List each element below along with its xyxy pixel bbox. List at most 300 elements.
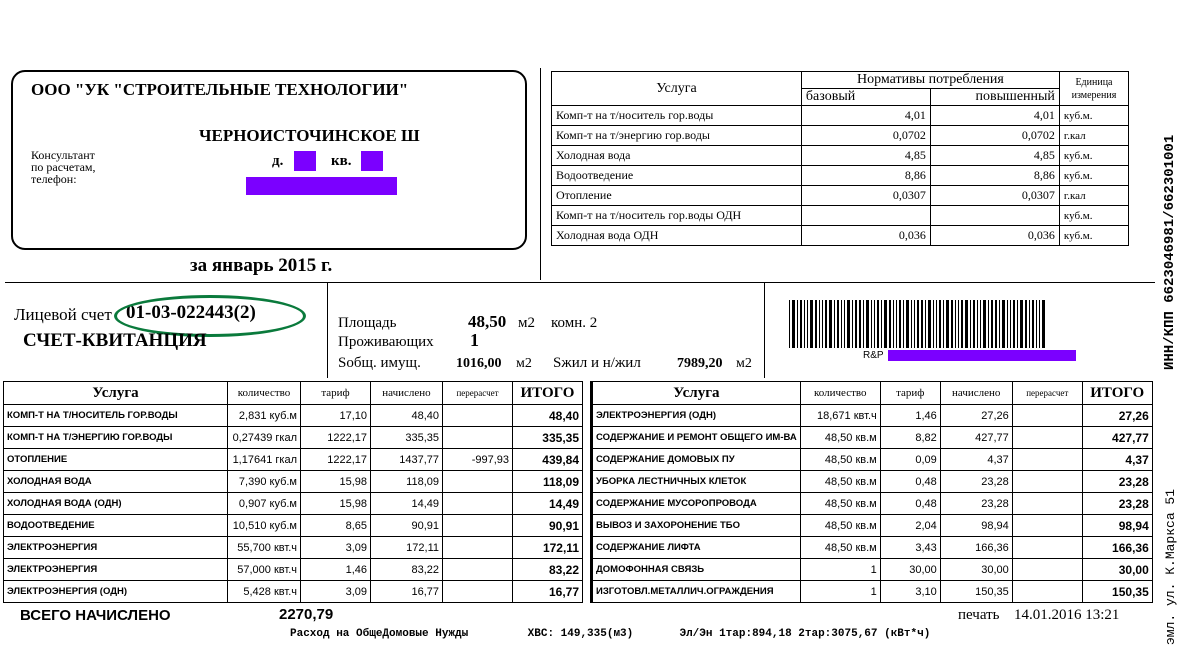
barcode-bar — [789, 300, 790, 348]
service-cell — [880, 559, 940, 581]
norms-cell-base: 0,036 — [801, 226, 930, 246]
service-name: ХОЛОДНАЯ ВОДА — [7, 476, 92, 487]
left-header-service: Услуга — [4, 382, 228, 405]
service-charged: 90,91 — [411, 519, 439, 532]
service-cell — [940, 427, 1012, 449]
norms-row — [552, 146, 1129, 166]
service-row — [4, 515, 583, 537]
barcode-bar — [973, 300, 975, 348]
service-recalc: -997,93 — [471, 453, 509, 466]
barcode-bar — [999, 300, 1000, 348]
print-date: 14.01.2016 13:21 — [1014, 607, 1120, 623]
service-tariff: 1222,17 — [327, 431, 367, 444]
service-cell — [800, 449, 880, 471]
service-tariff: 15,98 — [339, 497, 367, 510]
living-area-label: Sжил и н/жил — [553, 355, 641, 371]
consultant-label: Консультант по расчетам, телефон: — [31, 148, 96, 186]
service-cell — [513, 427, 583, 449]
service-cell — [4, 493, 228, 515]
norms-cell-high: 0,0702 — [930, 126, 1059, 146]
residents-value: 1 — [470, 330, 479, 350]
service-cell — [228, 427, 301, 449]
service-cell — [880, 515, 940, 537]
barcode-bar — [1025, 300, 1027, 348]
barcode-bar — [988, 300, 989, 348]
barcode-bar — [825, 300, 827, 348]
left-header-recalc: перерасчет — [443, 382, 513, 405]
service-name: СОДЕРЖАНИЕ ДОМОВЫХ ПУ — [596, 454, 735, 465]
service-row — [4, 493, 583, 515]
service-cell — [1082, 559, 1152, 581]
barcode-bar — [1036, 300, 1037, 348]
service-row — [4, 449, 583, 471]
service-cell — [4, 405, 228, 427]
service-cell — [228, 581, 301, 603]
barcode-bar — [903, 300, 904, 348]
service-cell — [371, 493, 443, 515]
service-cell — [371, 471, 443, 493]
barcode-bar — [807, 300, 808, 348]
service-name: СОДЕРЖАНИЕ МУСОРОПРОВОДА — [596, 498, 757, 509]
service-cell — [880, 405, 940, 427]
norms-cell-service: Комп-т на т/энергию гор.воды — [552, 126, 802, 146]
service-qty: 18,671 — [817, 409, 851, 422]
norms-header-high: повышенный — [930, 89, 1059, 106]
service-total: 23,28 — [1118, 496, 1149, 511]
service-cell — [301, 405, 371, 427]
company-name: ООО "УК "СТРОИТЕЛЬНЫЕ ТЕХНОЛОГИИ" — [31, 80, 409, 99]
service-qty: 0,907 — [238, 497, 267, 510]
service-charged: 23,28 — [981, 475, 1009, 488]
barcode-bar — [977, 300, 978, 348]
norms-row — [552, 186, 1129, 206]
service-cell — [4, 449, 228, 471]
service-charged: 150,35 — [975, 585, 1009, 598]
service-cell — [228, 537, 301, 559]
barcode-bar — [961, 300, 963, 348]
norms-cell-unit: куб.м. — [1059, 106, 1128, 126]
service-qty: 57,000 — [237, 563, 271, 576]
service-cell — [940, 537, 1012, 559]
service-cell — [880, 537, 940, 559]
mid-divider — [5, 282, 1155, 283]
service-cell — [880, 427, 940, 449]
living-area-unit: м2 — [736, 356, 752, 371]
service-cell — [4, 471, 228, 493]
service-cell — [371, 537, 443, 559]
service-qty: 10,510 — [232, 519, 267, 532]
service-cell — [1012, 493, 1082, 515]
area-value: 48,50 — [468, 312, 507, 331]
norms-cell-high: 4,01 — [930, 106, 1059, 126]
service-qty: 48,50 — [824, 497, 853, 510]
service-total: 166,36 — [1112, 540, 1149, 555]
service-cell — [371, 559, 443, 581]
service-cell — [513, 515, 583, 537]
service-cell — [513, 581, 583, 603]
barcode-bar — [921, 300, 923, 348]
service-cell — [443, 427, 513, 449]
service-row — [4, 405, 583, 427]
service-name: УБОРКА ЛЕСТНИЧНЫХ КЛЕТОК — [596, 476, 747, 487]
service-row — [4, 559, 583, 581]
service-row — [4, 537, 583, 559]
service-cell — [1012, 515, 1082, 537]
barcode-bar — [911, 300, 912, 348]
barcode-bar — [834, 300, 835, 348]
barcode-bar — [889, 300, 891, 348]
service-cell — [301, 515, 371, 537]
service-cell — [1082, 581, 1152, 603]
service-unit: кв.м — [855, 497, 877, 510]
flat-label: кв. — [331, 153, 352, 169]
barcode-bar — [874, 300, 875, 348]
norms-cell-unit: г.кал — [1059, 126, 1128, 146]
service-total: 90,91 — [548, 518, 579, 533]
service-unit: квт.ч — [273, 541, 297, 554]
service-qty: 48,50 — [824, 541, 853, 554]
service-total: 172,11 — [542, 540, 579, 555]
service-cell — [800, 581, 880, 603]
barcode-bar — [1007, 300, 1008, 348]
norms-cell-high: 0,0307 — [930, 186, 1059, 206]
service-cell — [940, 471, 1012, 493]
service-charged: 166,36 — [975, 541, 1009, 554]
odn-consumption-line: Расход на ОбщеДомовые Нужды ХВС: 149,335(м3) Эл/Эн 1тар:894,18 2тар:3075,67 (кВт*ч) — [290, 628, 931, 640]
norms-table — [551, 71, 1129, 246]
residents-label: Проживающих — [338, 334, 434, 350]
service-cell — [228, 405, 301, 427]
barcode-bar — [939, 300, 941, 348]
service-charged: 30,00 — [981, 563, 1009, 576]
service-cell — [940, 405, 1012, 427]
info-divider-right — [764, 282, 765, 378]
service-unit: кв.м — [855, 519, 877, 532]
service-cell — [593, 537, 801, 559]
norms-row — [552, 206, 1129, 226]
service-cell — [800, 427, 880, 449]
barcode-bar — [822, 300, 823, 348]
norms-cell-service: Комп-т на т/носитель гор.воды — [552, 106, 802, 126]
norms-cell-service: Холодная вода ОДН — [552, 226, 802, 246]
service-unit: квт.ч — [273, 585, 297, 598]
right-header-total: ИТОГО — [1082, 382, 1152, 405]
service-cell — [940, 493, 1012, 515]
service-qty: 2,831 — [238, 409, 267, 422]
service-total: 27,26 — [1118, 408, 1149, 423]
service-cell — [940, 581, 1012, 603]
service-tariff: 0,09 — [915, 453, 937, 466]
service-row — [593, 405, 1153, 427]
service-cell — [443, 471, 513, 493]
service-tariff: 3,43 — [915, 541, 937, 554]
barcode-bar — [810, 300, 813, 348]
service-tariff: 17,10 — [339, 409, 367, 422]
side-text-bottom: эмл. ул. К.Маркса 51 — [1163, 488, 1178, 645]
service-qty: 1,17641 — [232, 453, 273, 466]
service-charged: 48,40 — [411, 409, 439, 422]
service-cell — [593, 427, 801, 449]
barcode-bar — [899, 300, 901, 348]
house-label: д. — [272, 153, 284, 169]
barcode-bar — [844, 300, 845, 348]
service-cell — [371, 449, 443, 471]
service-total: 439,84 — [542, 452, 579, 467]
barcode-bar — [928, 300, 931, 348]
service-name: ИЗГОТОВЛ.МЕТАЛЛИЧ.ОГРАЖДЕНИЯ — [596, 586, 774, 597]
service-cell — [301, 581, 371, 603]
barcode-bar — [983, 300, 986, 348]
service-tariff: 0,48 — [915, 475, 937, 488]
service-cell — [228, 515, 301, 537]
service-charged: 4,37 — [987, 453, 1009, 466]
service-cell — [1012, 471, 1082, 493]
service-unit: кв.м — [855, 431, 877, 444]
barcode-bar — [837, 300, 839, 348]
service-row — [593, 537, 1153, 559]
service-qty: 1 — [870, 563, 877, 576]
norms-cell-unit: куб.м. — [1059, 226, 1128, 246]
service-qty: 5,428 — [243, 585, 271, 598]
service-name: ВОДООТВЕДЕНИЕ — [7, 520, 95, 531]
service-cell — [443, 537, 513, 559]
barcode-bar — [1013, 300, 1015, 348]
service-row — [4, 471, 583, 493]
service-cell — [443, 493, 513, 515]
barcode-bar — [841, 300, 842, 348]
service-charged: 23,28 — [981, 497, 1009, 510]
service-unit: куб.м — [269, 497, 297, 510]
barcode-bar — [917, 300, 919, 348]
service-total: 83,22 — [548, 562, 579, 577]
barcode-bar — [1017, 300, 1018, 348]
service-cell — [228, 559, 301, 581]
service-unit: куб.м — [269, 409, 297, 422]
norms-cell-service: Водоотведение — [552, 166, 802, 186]
service-total: 98,94 — [1118, 518, 1149, 533]
left-header-total: ИТОГО — [513, 382, 583, 405]
common-area-label: Sобщ. имущ. — [338, 355, 421, 371]
barcode-bar — [933, 300, 934, 348]
service-name: ЭЛЕКТРОЭНЕРГИЯ — [7, 542, 98, 553]
service-name: КОМП-Т НА Т/НОСИТЕЛЬ ГОР.ВОДЫ — [7, 410, 178, 421]
service-unit: куб.м — [269, 519, 297, 532]
service-name: ЭЛЕКТРОЭНЕРГИЯ — [7, 564, 98, 575]
billing-period: за январь 2015 г. — [190, 255, 333, 276]
service-total: 23,28 — [1118, 474, 1149, 489]
norms-cell-base: 8,86 — [801, 166, 930, 186]
service-name: ЭЛЕКТРОЭНЕРГИЯ (ОДН) — [596, 410, 717, 421]
service-cell — [4, 581, 228, 603]
barcode-bar — [884, 300, 887, 348]
service-cell — [593, 581, 801, 603]
barcode-bar — [1042, 300, 1045, 348]
barcode-bar — [936, 300, 937, 348]
service-tariff: 8,65 — [345, 519, 367, 532]
service-cell — [593, 515, 801, 537]
service-cell — [513, 559, 583, 581]
left-header-qty: количество — [228, 382, 301, 405]
service-row — [593, 493, 1153, 515]
service-qty: 7,390 — [238, 475, 267, 488]
total-value: 2270,79 — [279, 606, 334, 623]
right-header-service: Услуга — [593, 382, 801, 405]
service-cell — [880, 449, 940, 471]
norms-cell-high: 0,036 — [930, 226, 1059, 246]
service-charged: 14,49 — [411, 497, 439, 510]
service-unit: гкал — [275, 453, 297, 466]
service-cell — [443, 515, 513, 537]
account-number: 01-03-022443(2) — [126, 302, 256, 323]
barcode-redaction — [888, 350, 1076, 361]
barcode-bar — [877, 300, 879, 348]
service-tariff: 3,09 — [345, 585, 367, 598]
service-cell — [1082, 537, 1152, 559]
barcode-bar — [797, 300, 798, 348]
service-cell — [1012, 427, 1082, 449]
service-cell — [940, 559, 1012, 581]
service-tariff: 8,82 — [915, 431, 937, 444]
area-unit: м2 — [518, 315, 535, 331]
service-total: 14,49 — [548, 496, 579, 511]
barcode-bar — [866, 300, 869, 348]
service-cell — [1012, 405, 1082, 427]
norms-header-base: базовый — [801, 89, 930, 106]
living-area-value: 7989,20 — [677, 356, 723, 371]
services-table-left — [3, 381, 583, 603]
barcode-bar — [863, 300, 864, 348]
barcode-bar — [925, 300, 926, 348]
service-cell — [371, 581, 443, 603]
total-label: ВСЕГО НАЧИСЛЕНО — [20, 607, 171, 624]
service-charged: 16,77 — [411, 585, 439, 598]
service-qty: 1 — [870, 585, 877, 598]
service-cell — [301, 559, 371, 581]
norms-cell-base — [801, 206, 930, 226]
service-tariff: 1222,17 — [327, 453, 367, 466]
barcode-bar — [896, 300, 897, 348]
service-total: 30,00 — [1118, 562, 1149, 577]
norms-cell-high: 4,85 — [930, 146, 1059, 166]
barcode-bar — [847, 300, 850, 348]
house-redaction — [294, 151, 316, 171]
service-cell — [1082, 405, 1152, 427]
norms-cell-base: 4,01 — [801, 106, 930, 126]
right-header-tariff: тариф — [880, 382, 940, 405]
norms-cell-high: 8,86 — [930, 166, 1059, 186]
service-name: ВЫВОЗ И ЗАХОРОНЕНИЕ ТБО — [596, 520, 741, 531]
service-tariff: 0,48 — [915, 497, 937, 510]
barcode-bar — [893, 300, 894, 348]
service-cell — [371, 405, 443, 427]
barcode-bar — [965, 300, 968, 348]
service-qty: 48,50 — [824, 431, 853, 444]
service-cell — [301, 537, 371, 559]
barcode-bar — [1002, 300, 1005, 348]
norms-cell-unit: куб.м. — [1059, 206, 1128, 226]
service-cell — [1082, 449, 1152, 471]
service-cell — [228, 493, 301, 515]
service-cell — [301, 449, 371, 471]
norms-cell-unit: куб.м. — [1059, 166, 1128, 186]
service-cell — [513, 449, 583, 471]
service-total: 4,37 — [1125, 452, 1149, 467]
norms-header-service: Услуга — [552, 72, 802, 106]
barcode-bar — [991, 300, 993, 348]
service-cell — [880, 471, 940, 493]
service-cell — [513, 537, 583, 559]
norms-row — [552, 226, 1129, 246]
norms-header-norms: Нормативы потребления — [801, 72, 1059, 89]
service-cell — [1082, 427, 1152, 449]
barcode-bar — [819, 300, 820, 348]
service-cell — [228, 449, 301, 471]
barcode-bar — [881, 300, 882, 348]
barcode-bar — [955, 300, 956, 348]
service-cell — [1012, 559, 1082, 581]
service-unit: квт.ч — [853, 409, 877, 422]
norms-cell-unit: куб.м. — [1059, 146, 1128, 166]
service-cell — [800, 537, 880, 559]
barcode-bar — [800, 300, 802, 348]
service-qty: 48,50 — [824, 519, 853, 532]
flat-redaction — [361, 151, 383, 171]
service-cell — [371, 515, 443, 537]
service-cell — [443, 581, 513, 603]
service-name: ОТОПЛЕНИЕ — [7, 454, 68, 465]
norms-row — [552, 166, 1129, 186]
service-tariff: 30,00 — [909, 563, 937, 576]
area-label: Площадь — [338, 315, 397, 331]
barcode-bar — [1029, 300, 1030, 348]
service-cell — [228, 471, 301, 493]
service-row — [593, 581, 1153, 603]
service-cell — [800, 559, 880, 581]
common-area-unit: м2 — [516, 356, 532, 371]
norms-header-unit: Единица измерения — [1059, 72, 1128, 106]
document-title: СЧЕТ-КВИТАНЦИЯ — [23, 330, 207, 351]
service-cell — [880, 581, 940, 603]
print-label: печать — [958, 607, 1000, 623]
service-qty: 0,27439 — [232, 431, 273, 444]
service-row — [4, 427, 583, 449]
service-tariff: 2,04 — [915, 519, 937, 532]
service-charged: 427,77 — [975, 431, 1009, 444]
service-unit: квт.ч — [273, 563, 297, 576]
tables-split-line — [590, 381, 593, 603]
service-cell — [443, 405, 513, 427]
barcode-bar — [995, 300, 997, 348]
service-qty: 55,700 — [237, 541, 271, 554]
service-tariff: 1,46 — [915, 409, 937, 422]
service-charged: 98,94 — [981, 519, 1009, 532]
barcode-bar — [855, 300, 857, 348]
service-name: ДОМОФОННАЯ СВЯЗЬ — [596, 564, 705, 575]
service-cell — [800, 405, 880, 427]
service-cell — [800, 471, 880, 493]
service-charged: 27,26 — [981, 409, 1009, 422]
service-qty: 48,50 — [824, 475, 853, 488]
norms-cell-base: 0,0702 — [801, 126, 930, 146]
service-cell — [513, 405, 583, 427]
account-label: Лицевой счет — [14, 305, 112, 324]
barcode-bar — [871, 300, 872, 348]
barcode-bar — [970, 300, 971, 348]
barcode-bar — [906, 300, 909, 348]
street-name: ЧЕРНОИСТОЧИНСКОЕ Ш — [199, 126, 420, 145]
service-cell — [1082, 493, 1152, 515]
service-tariff: 3,09 — [345, 541, 367, 554]
